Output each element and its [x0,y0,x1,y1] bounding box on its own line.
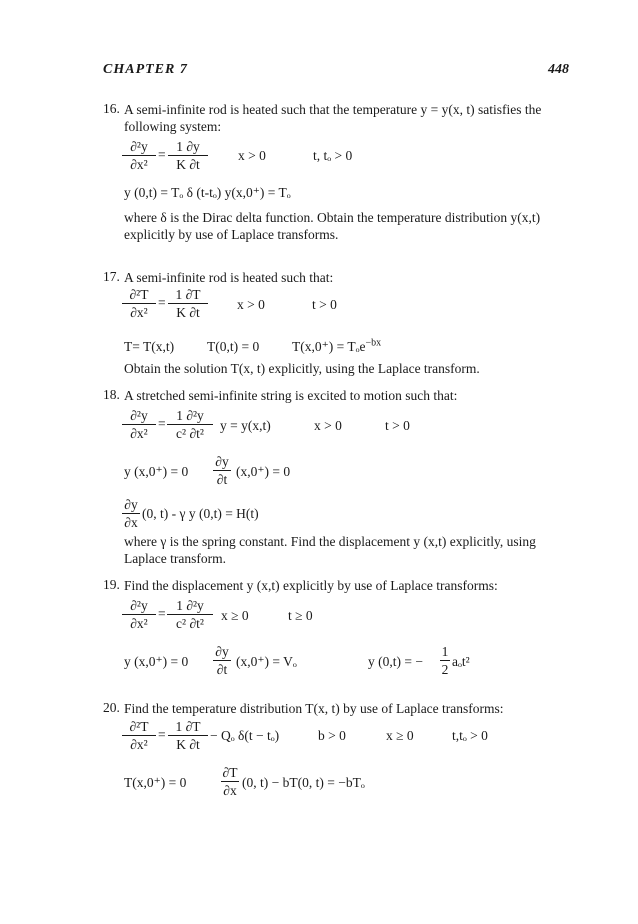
condition-x: x > 0 [314,418,342,433]
problem-number: 16. [103,101,120,116]
chapter-heading: CHAPTER 7 [103,62,188,77]
source-term: − Qₒ δ(t − tₒ) [210,728,280,743]
initial-displacement: y (x,0⁺) = 0 [124,464,189,479]
problem-description: Obtain the solution T(x, t) explicitly, using the Laplace transform. [124,361,480,376]
equation-rhs: 1 ∂²y c² ∂t² [167,598,213,631]
equation-lhs: ∂²y ∂x² [122,408,156,441]
equals-sign: = [158,147,166,162]
condition-x: x ≥ 0 [221,608,249,623]
equation-lhs: ∂²T ∂x² [122,287,156,320]
initial-condition: T(x,0⁺) = Tₒe$^{-bx}$ [292,337,382,354]
problem-number: 20. [103,700,120,715]
page-number: 448 [548,62,569,77]
equation-rhs: 1 ∂T K ∂t [168,719,208,752]
problem-statement: Find the displacement y (x,t) explicitly by use of Laplace transforms: [124,578,498,593]
problem-number: 19. [103,577,120,592]
initial-displacement: y (x,0⁺) = 0 [124,654,189,669]
boundary-condition: T(0,t) = 0 [207,339,260,354]
boundary-conditions: y (0,t) = Tₒ δ (t-tₒ) y(x,0⁺) = Tₒ [124,185,291,200]
acceleration-term: aₒt² [452,654,470,669]
one-half: 1 2 [441,644,449,677]
initial-condition: T(x,0⁺) = 0 [124,775,187,790]
equation-lhs: ∂²y ∂x² [122,598,156,631]
definition: T= T(x,t) [124,339,175,354]
boundary-condition: y (0,t) = − [368,654,423,669]
velocity-derivative: ∂y ∂t [213,644,231,677]
velocity-derivative: ∂y ∂t [213,454,231,487]
problem-statement: A stretched semi-infinite string is excited to motion such that: [124,388,458,403]
problem-statement: A semi-infinite rod is heated such that: [124,270,334,285]
problem-number: 17. [103,269,120,284]
equation-rhs: 1 ∂²y c² ∂t² [167,408,213,441]
definition: y = y(x,t) [220,418,271,433]
equation-lhs: ∂²T ∂x² [122,719,156,752]
condition-x: x ≥ 0 [386,728,414,743]
problem-statement: A semi-infinite rod is heated such that the temperature y = y(x, t) satisfies the following system: [124,102,542,134]
condition-x: x > 0 [238,148,266,163]
boundary-condition: (0, t) − bT(0, t) = −bTₒ [242,775,365,790]
condition-b: b > 0 [318,728,346,743]
problem-number: 18. [103,387,120,402]
condition-t: t,tₒ > 0 [452,728,488,743]
flux-derivative: ∂T ∂x [222,765,238,798]
boundary-condition: (0, t) - γ y (0,t) = H(t) [142,506,259,521]
problem-statement: Find the temperature distribution T(x, t) by use of Laplace transforms: [124,701,504,716]
equals-sign: = [158,416,166,431]
equals-sign: = [158,606,166,621]
equation-lhs: ∂²y ∂x² [122,139,156,172]
condition-t: t ≥ 0 [288,608,313,623]
initial-velocity: (x,0⁺) = 0 [236,464,291,479]
condition-t: t, tₒ > 0 [313,148,353,163]
problem-description: where γ is the spring constant. Find the displacement y (x,t) explicitly, using Laplace transform. [124,534,536,566]
equation-rhs: 1 ∂y K ∂t [168,139,208,172]
equation-rhs: 1 ∂T K ∂t [168,287,208,320]
problem-description: where δ is the Dirac delta function. Obtain the temperature distribution y(x,t) explicitly by use of Laplace transforms. [124,210,541,242]
condition-t: t > 0 [385,418,410,433]
condition-t: t > 0 [312,297,337,312]
equals-sign: = [158,295,166,310]
slope-derivative: ∂y ∂x [122,497,140,530]
condition-x: x > 0 [237,297,265,312]
equals-sign: = [158,727,166,742]
initial-velocity: (x,0⁺) = Vₒ [236,654,297,669]
page-header [103,62,569,82]
